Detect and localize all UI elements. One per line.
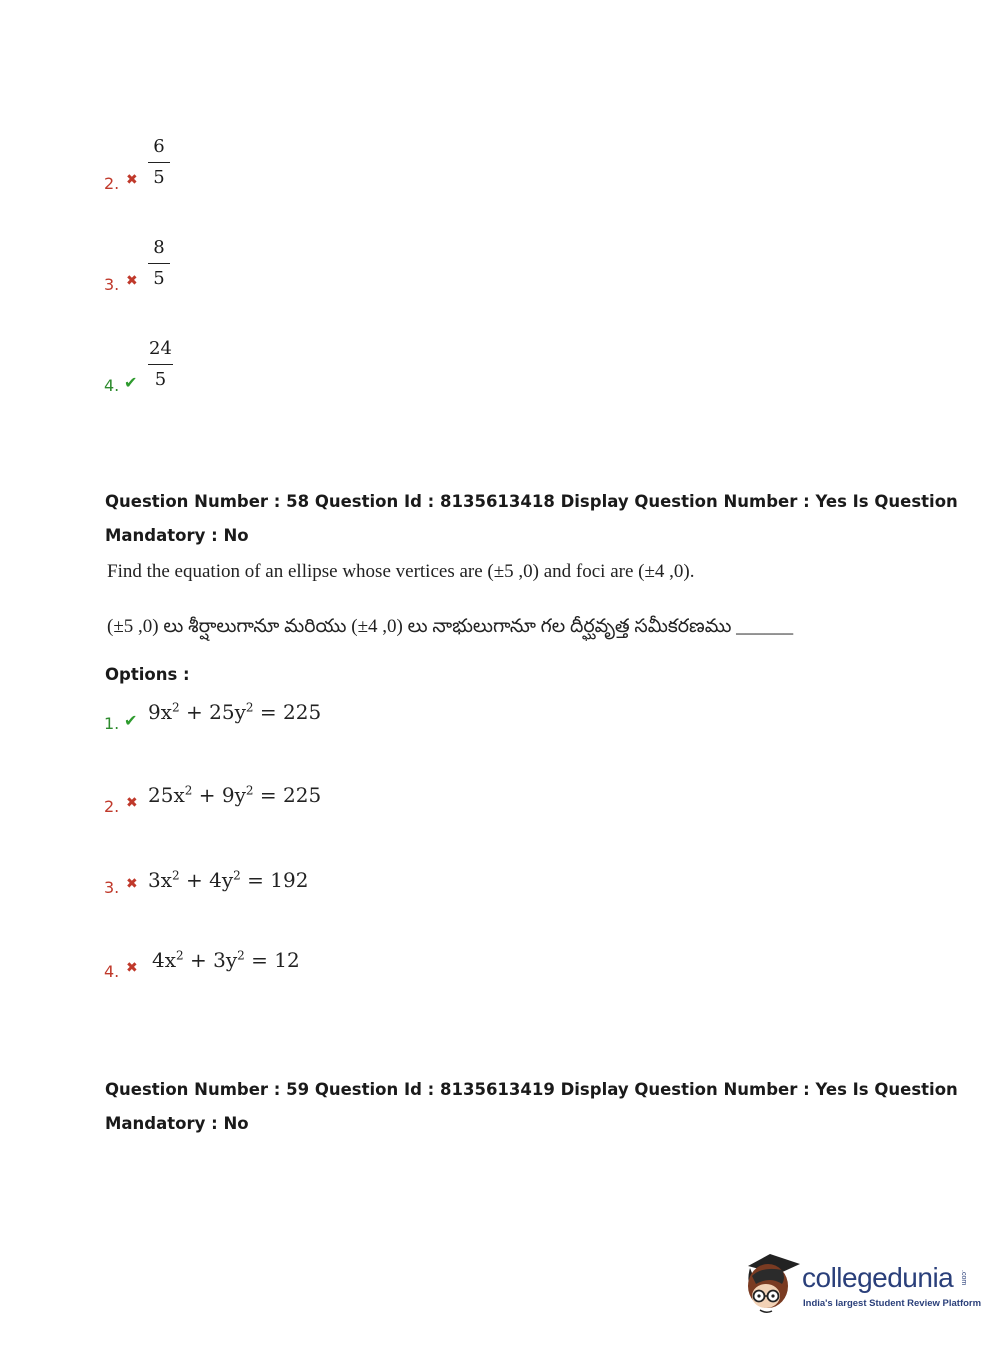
question-59-header — [105, 1073, 958, 1141]
wrong-mark-icon: ✖ — [126, 172, 138, 188]
option-number: 2. — [104, 797, 120, 816]
equation: $9x^2 + 25y^2 = 225$ — [148, 700, 322, 724]
wrong-mark-icon: ✖ — [126, 795, 138, 811]
option-number: 1. — [104, 714, 120, 733]
logo-name: collegedunia — [802, 1262, 954, 1293]
question-header-line: Mandatory : No — [105, 1114, 249, 1133]
wrong-mark-icon: ✖ — [126, 273, 138, 289]
denominator: 5 — [154, 369, 167, 390]
equation: $3x^2 + 4y^2 = 192$ — [148, 868, 309, 892]
fraction — [148, 239, 170, 288]
numerator: 6 — [153, 136, 165, 157]
numerator: 24 — [149, 338, 172, 359]
equation: $25x^2 + 9y^2 = 225$ — [148, 783, 322, 807]
option-number: 3. — [104, 275, 120, 294]
correct-check-icon: ✔ — [124, 711, 138, 730]
logo-domain: .com — [960, 1270, 967, 1286]
options-label: Options : — [105, 665, 190, 684]
collegedunia-logo — [742, 1248, 982, 1318]
question-text-english: Find the equation of an ellipse whose vertices are (±5 ,0) and foci are (±4 ,0). — [107, 561, 695, 582]
mascot-icon — [742, 1248, 802, 1318]
question-header-line: Mandatory : No — [105, 526, 249, 545]
logo-tagline: India's largest Student Review Platform — [803, 1298, 982, 1309]
question-header-line: Question Number : 59 Question Id : 8135613419 Display Question Number : Yes Is Question — [105, 1080, 958, 1099]
correct-check-icon: ✔ — [124, 373, 138, 392]
option-number: 3. — [104, 878, 120, 897]
denominator: 5 — [153, 268, 165, 289]
equation: $4x^2 + 3y^2 = 12$ — [152, 948, 300, 972]
denominator: 5 — [153, 167, 165, 188]
question-text-telugu: (±5 ,0) లు శీర్షాలుగానూ మరియు (±4 ,0) లు నాభులుగానూ గల దీర్ఘవృత్త సమీకరణము ______ — [107, 616, 794, 637]
wrong-mark-icon: ✖ — [126, 876, 138, 892]
numerator: 8 — [153, 237, 165, 258]
wrong-mark-icon: ✖ — [126, 960, 138, 976]
fraction — [148, 138, 170, 187]
fraction — [148, 340, 173, 389]
option-number: 4. — [104, 376, 120, 395]
option-number: 4. — [104, 962, 120, 981]
question-header-line: Question Number : 58 Question Id : 8135613418 Display Question Number : Yes Is Question — [105, 492, 958, 511]
option-number: 2. — [104, 174, 120, 193]
question-58-header — [105, 485, 958, 553]
